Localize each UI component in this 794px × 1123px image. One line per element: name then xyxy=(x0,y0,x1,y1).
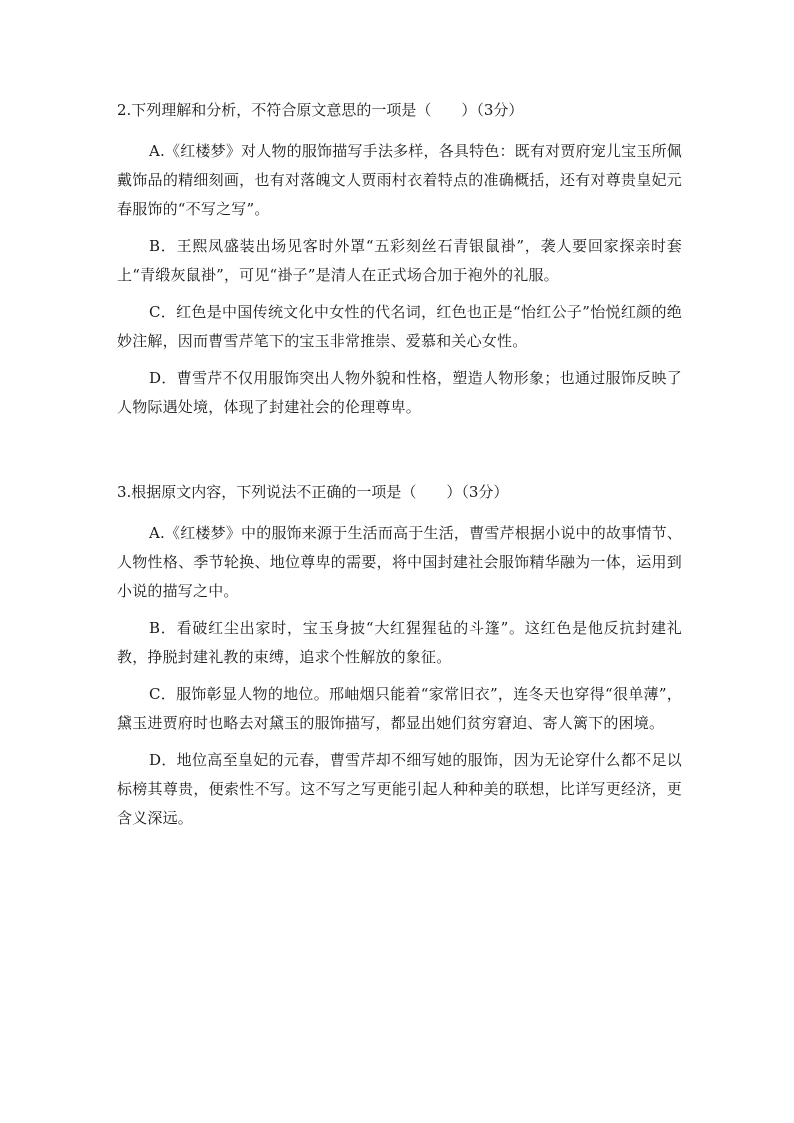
option-c: C．服饰彰显人物的地位。邢岫烟只能着“家常旧衣”，连冬天也穿得“很单薄”，黛玉进贾府时也略去对黛玉的服饰描写，都显出她们贫穷窘迫、寄人篱下的困境。 xyxy=(117,685,682,732)
question-3 xyxy=(117,478,682,833)
question-2 xyxy=(117,96,682,422)
option-d: D．地位高至皇妃的元春，曹雪芹却不细写她的服饰，因为无论穿什么都不足以标榜其尊贵，便索性不写。这不写之写更能引起人种种美的联想，比详写更经济，更含义深远。 xyxy=(117,751,682,827)
option-b: B．看破红尘出家时，宝玉身披“大红猩猩毡的斗篷”。这红色是他反抗封建礼教，挣脱封建礼教的束缚，追求个性解放的象征。 xyxy=(117,619,682,666)
option-c: C．红色是中国传统文化中女性的代名词，红色也正是“怡红公子”怡悦红颜的绝妙注解，因而曹雪芹笔下的宝玉非常推崇、爱慕和关心女性。 xyxy=(117,303,682,350)
option-a: A.《红楼梦》对人物的服饰描写手法多样，各具特色：既有对贾府宠儿宝玉所佩戴饰品的精细刻画，也有对落魄文人贾雨村衣着特点的准确概括，还有对尊贵皇妃元春服饰的“不写之写”。 xyxy=(117,142,682,218)
option-a: A.《红楼梦》中的服饰来源于生活而高于生活，曹雪芹根据小说中的故事情节、人物性格、季节轮换、地位尊卑的需要，将中国封建社会服饰精华融为一体，运用到小说的描写之中。 xyxy=(117,524,682,600)
question-stem: 3.根据原文内容，下列说法不正确的一项是（ ）（3分） xyxy=(117,483,509,501)
question-stem: 2.下列理解和分析，不符合原文意思的一项是（ ）（3分） xyxy=(117,101,524,119)
question-spacer xyxy=(117,430,682,478)
option-b: B．王熙凤盛装出场见客时外罩“五彩刻丝石青银鼠褂”，袭人要回家探亲时套上“青缎灰鼠褂”，可见“褂子”是清人在正式场合加于袍外的礼服。 xyxy=(117,237,682,284)
document-page xyxy=(117,96,682,841)
option-d: D．曹雪芹不仅用服饰突出人物外貌和性格，塑造人物形象；也通过服饰反映了人物际遇处境，体现了封建社会的伦理尊卑。 xyxy=(117,369,682,416)
